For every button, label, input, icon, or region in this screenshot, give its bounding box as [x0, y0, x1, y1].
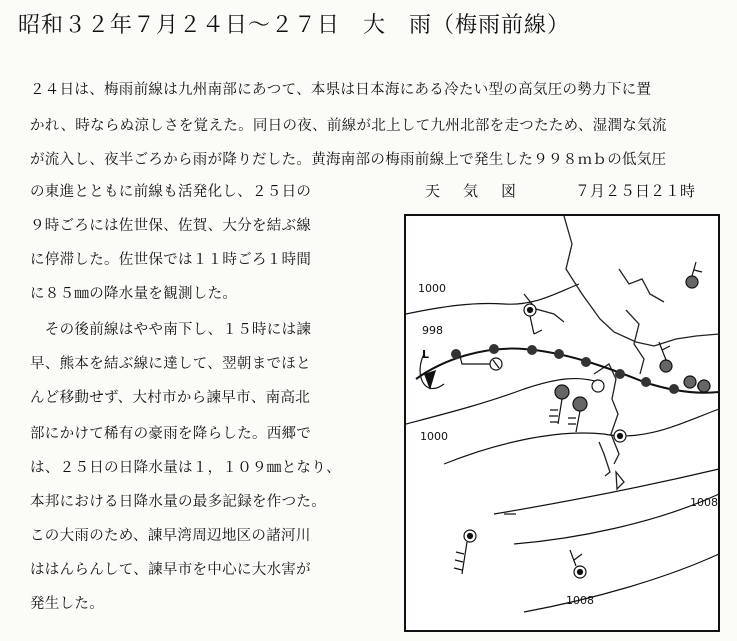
map-frame	[405, 215, 719, 631]
page-title: 昭和３２年７月２４日～２７日 大 雨（梅雨前線）	[18, 13, 571, 38]
body-line: ２４日は、梅雨前線は九州南部にあつて、本県は日本海にある冷たい型の高気圧の勢力下に置	[30, 82, 652, 98]
body-line: 早、熊本を結ぶ線に達して、翌朝までほと	[30, 356, 311, 372]
body-line: に停滞した。佐世保では１１時ごろ１時間	[30, 252, 312, 268]
body-line: かれ、時ならぬ涼しさを覚えた。同日の夜、前線が北上して九州北部を走つたため、湿潤な気流	[30, 118, 667, 134]
isobar-label: 1000	[420, 430, 448, 443]
body-line: ９時ごろには佐世保、佐賀、大分を結ぶ線	[30, 218, 312, 234]
body-line: 本邦における日降水量の最多記録を作つた。	[30, 494, 326, 510]
body-line: の東進とともに前線も活発化し、２５日の	[30, 184, 312, 200]
body-line: ははんらんして、諫早市を中心に大水害が	[30, 562, 311, 578]
body-line: その後前線はやや南下し、１５時には諫	[30, 322, 312, 338]
isobar-label: 1000	[418, 282, 446, 295]
body-line: この大雨のため、諫早湾周辺地区の諸河川	[30, 528, 311, 544]
isobar-label: 998	[422, 324, 443, 337]
body-line: 部にかけて稀有の豪雨を降らした。西郷で	[30, 426, 312, 442]
weather-map	[404, 214, 720, 632]
body-line: は、２５日の日降水量は１，１０９㎜となり、	[30, 460, 341, 476]
isobar-label: 1008	[566, 594, 594, 607]
body-line: 発生した。	[30, 596, 104, 612]
body-line: に８５㎜の降水量を観測した。	[30, 286, 238, 302]
low-pressure-label: L	[422, 348, 430, 361]
body-line: が流入し、夜半ごろから雨が降りだした。黄海南部の梅雨前線上で発生した９９８ｍｂの低気圧	[30, 152, 667, 168]
isobar-label: 1008	[690, 496, 718, 509]
weather-map-title: 天 気 図	[425, 182, 521, 200]
body-line: んど移動せず、大村市から諫早市、南高北	[30, 390, 311, 406]
weather-map-datetime: ７月２５日２１時	[575, 182, 696, 200]
